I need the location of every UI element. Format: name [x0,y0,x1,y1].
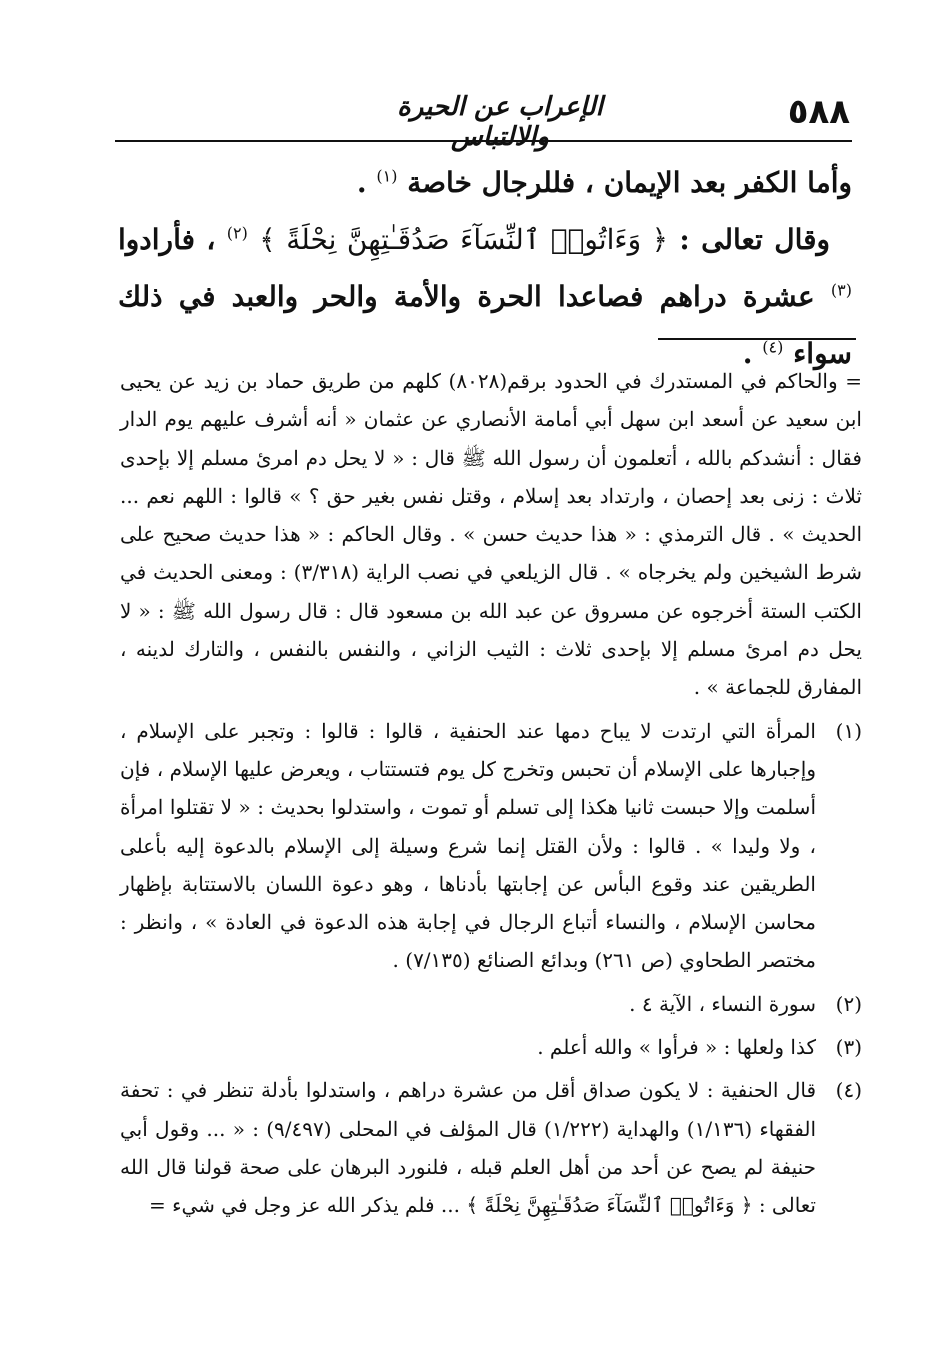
footnote-number: (٢) [835,991,862,1016]
footnote-text: المرأة التي ارتدت لا يباح دمها عند الحنفية ، قالوا : قالوا : وتجبر على الإسلام ، وإجبارها على الإسلام أن تحبس وتخرج كل يوم فتستتاب ، ويعرض عليها الإسلام ، فإن أسلمت وإلا حبست ثانيا هكذا إلى تسلم أو تموت ، واستدلوا بحديث : « لا تقتلوا امرأة ، ولا وليدا » . قالوا : ولأن القتل إنما شرع وسيلة إلى الإسلام بالدعوة إليه بأعلى الطريقين عند وقوع البأس عن إجابتها بأدناها ، وهو دعوة اللسان بالاستتابة بإظهار محاسن الإسلام ، والنساء أتباع الرجال في إجابة هذه الدعوة في العادة » ، وانظر : مختصر الطحاوي (ص ٢٦١) وبدائع الصنائع (٧/١٣٥) . [120,718,816,973]
main-para-2-end: . [742,337,753,370]
main-line-1-end: . [356,166,367,199]
running-title: الإعراب عن الحيرة والالتباس [397,92,603,152]
note-ref-2[interactable]: (٢) [226,223,248,243]
main-para-2-rest: عشرة دراهم فصاعدا الحرة والأمة والحر والعبد في ذلك سواء [118,280,852,370]
main-paragraph-1 [118,154,852,211]
page-number: ٥٨٨ [787,92,850,132]
note-ref-1[interactable]: (١) [376,166,398,186]
footnote-3 [120,1028,862,1066]
footnote-number: (١) [835,718,862,743]
footnote-text: كذا ولعلها : « فرأوا » والله أعلم . [537,1035,816,1060]
main-text [118,154,852,382]
main-para-2-mid: ، فأرادوا [118,223,216,256]
footnote-1 [120,712,862,980]
main-paragraph-2 [118,211,852,382]
quran-verse: ﴿ وَءَاتُوا۟ ٱلنِّسَآءَ صَدُقَـٰتِهِنَّ نِحْلَةً ﴾ [259,223,669,256]
footnotes [120,362,862,1230]
footnote-continuation: = والحاكم في المستدرك في الحدود برقم(٨٠٢٨) كلهم من طريق حماد بن زيد عن يحيى ابن سعيد عن أسعد ابن سهل أبي أمامة الأنصاري عن عثمان « أنه أشرف عليهم يوم الدار فقال : أنشدكم بالله ، أتعلمون أن رسول الله ﷺ قال : « لا يحل دم امرئ مسلم إلا بإحدى ثلاث : زنى بعد إحصان ، وارتداد بعد إسلام ، وقتل نفس بغير حق ؟ » قالوا : اللهم نعم ... الحديث » . قال الترمذي : « هذا حديث حسن » . وقال الحاكم : « هذا حديث صحيح على شرط الشيخين ولم يخرجاه » . قال الزيلعي في نصب الراية (٣/٣١٨) : ومعنى الحديث في الكتب الستة أخرجوه عن مسروق عن عبد الله بن مسعود قال : قال رسول الله ﷺ : « لا يحل دم امرئ مسلم إلا بإحدى ثلاث : الثيب الزاني ، والنفس بالنفس ، والتارك لدينه ، المفارق للجماعة » . [120,369,863,700]
footnote-4 [120,1071,862,1224]
footnote-2 [120,985,862,1023]
footnote-text: قال الحنفية : لا يكون صداق أقل من عشرة دراهم ، واستدلوا بأدلة تنظر في : تحفة الفقهاء (١/١٣٦) والهداية (١/٢٢٢) قال المؤلف في المحلى (٩/٤٩٧) : « ... وقول أبي حنيفة لم يصح عن أحد من أهل العلم قبله ، فلنورد البرهان على صحة قولنا قال الله تعالى : ﴿ وَءَاتُوا۟ ٱلنِّسَآءَ صَدُقَـٰتِهِنَّ نِحْلَةً ﴾ ... فلم يذكر الله عز وجل في شيء = [120,1078,816,1218]
main-para-2-start: وقال تعالى : [679,223,831,256]
footnote-text: سورة النساء ، الآية ٤ . [629,991,816,1016]
main-line-1: وأما الكفر بعد الإيمان ، فللرجال خاصة [407,166,852,199]
note-ref-3[interactable]: (٣) [830,280,852,300]
note-ref-4[interactable]: (٤) [762,337,784,357]
header-divider [115,140,852,142]
page-header [115,88,850,152]
footnote-number: (٣) [835,1035,862,1060]
footnote-number: (٤) [835,1078,862,1103]
footnote-divider [658,338,856,340]
